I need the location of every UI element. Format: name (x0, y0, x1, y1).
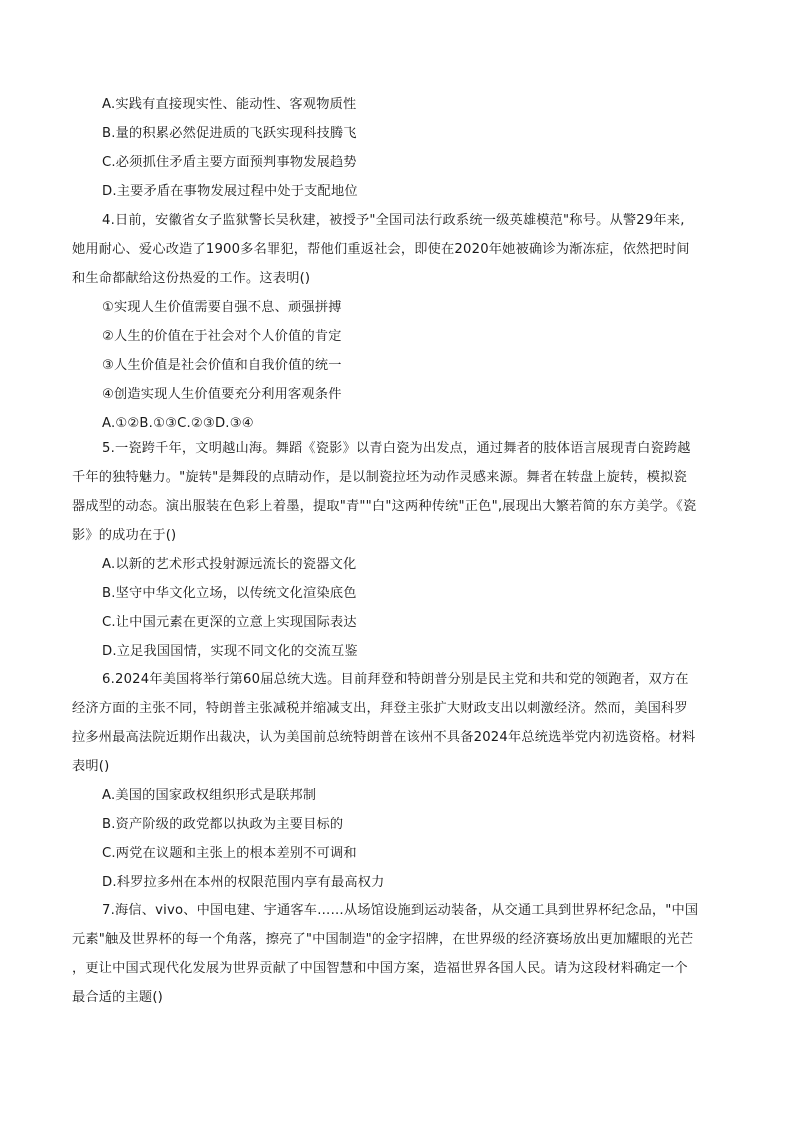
q3-option-a: A.实践有直接现实性、能动性、客观物质性 (102, 97, 357, 112)
q6-stem-line-4: 表明() (72, 759, 110, 774)
q7-stem-line-4: 最合适的主题() (72, 990, 164, 1005)
q6-option-b: B.资产阶级的政党都以执政为主要目标的 (102, 817, 344, 832)
q4-stem-line-1: 4.日前，安徽省女子监狱警长吴秋建，被授予"全国司法行政系统一级英雄模范"称号。从警29年来, (102, 213, 685, 228)
q5-option-d: D.立足我国国情，实现不同文化的交流互鉴 (102, 644, 358, 659)
q6-option-a: A.美国的国家政权组织形式是联邦制 (102, 788, 317, 803)
q4-choices: A.①②B.①③C.②③D.③④ (102, 416, 254, 431)
q6-stem-line-3: 拉多州最高法院近期作出裁决，认为美国前总统特朗普在该州不具备2024年总统选举党内初选资格。材料 (72, 730, 696, 745)
q3-option-c: C.必须抓住矛盾主要方面预判事物发展趋势 (102, 155, 357, 170)
q6-stem-line-2: 经济方面的主张不同，特朗普主张减税并缩减支出，拜登主张扩大财政支出以刺激经济。然而，美国科罗 (72, 701, 688, 716)
q4-item-4: ④创造实现人生价值要充分利用客观条件 (102, 387, 342, 402)
q7-stem-line-2: 元素"触及世界杯的每一个角落，擦亮了"中国制造"的金字招牌，在世界级的经济赛场放出更加耀眼的光芒 (72, 932, 694, 947)
q4-item-3: ③人生价值是社会价值和自我价值的统一 (102, 358, 342, 373)
q5-option-c: C.让中国元素在更深的立意上实现国际表达 (102, 615, 357, 630)
q4-item-1: ①实现人生价值需要自强不息、顽强拼搏 (102, 300, 342, 315)
q5-stem-line-4: 影》的成功在于() (72, 528, 177, 543)
q4-stem-line-2: 她用耐心、爱心改造了1900多名罪犯，帮他们重返社会，即使在2020年她被确诊为渐冻症，依然把时间 (72, 242, 690, 257)
q6-stem-line-1: 6.2024年美国将举行第60届总统大选。目前拜登和特朗普分别是民主党和共和党的领跑者，双方在 (102, 672, 689, 687)
q7-stem-line-1: 7.海信、vivo、中国电建、宇通客车……从场馆设施到运动装备，从交通工具到世界杯纪念品，"中国 (102, 903, 699, 918)
q5-option-b: B.坚守中华文化立场，以传统文化渲染底色 (102, 586, 357, 601)
q5-stem-line-2: 千年的独特魅力。"旋转"是舞段的点睛动作，是以制瓷拉坯为动作灵感来源。舞者在转盘上旋转，模拟瓷 (72, 470, 687, 485)
q5-stem-line-3: 器成型的动态。演出服装在色彩上着墨，提取"青""白"这两种传统"正色",展现出大繁若简的东方美学。《瓷 (72, 499, 697, 514)
q4-item-2: ②人生的价值在于社会对个人价值的肯定 (102, 329, 342, 344)
q5-stem-line-1: 5.一瓷跨千年，文明越山海。舞蹈《瓷影》以青白瓷为出发点，通过舞者的肢体语言展现青白瓷跨越 (102, 441, 691, 456)
q3-option-b: B.量的积累必然促进质的飞跃实现科技腾飞 (102, 126, 357, 141)
q6-option-d: D.科罗拉多州在本州的权限范围内享有最高权力 (102, 875, 385, 890)
q7-stem-line-3: ，更让中国式现代化发展为世界贡献了中国智慧和中国方案，造福世界各国人民。请为这段材料确定一个 (72, 961, 688, 976)
q6-option-c: C.两党在议题和主张上的根本差别不可调和 (102, 846, 357, 861)
q3-option-d: D.主要矛盾在事物发展过程中处于支配地位 (102, 184, 358, 199)
q5-option-a: A.以新的艺术形式投射源远流长的瓷器文化 (102, 557, 357, 572)
q4-stem-line-3: 和生命都献给这份热爱的工作。这表明() (72, 271, 311, 286)
